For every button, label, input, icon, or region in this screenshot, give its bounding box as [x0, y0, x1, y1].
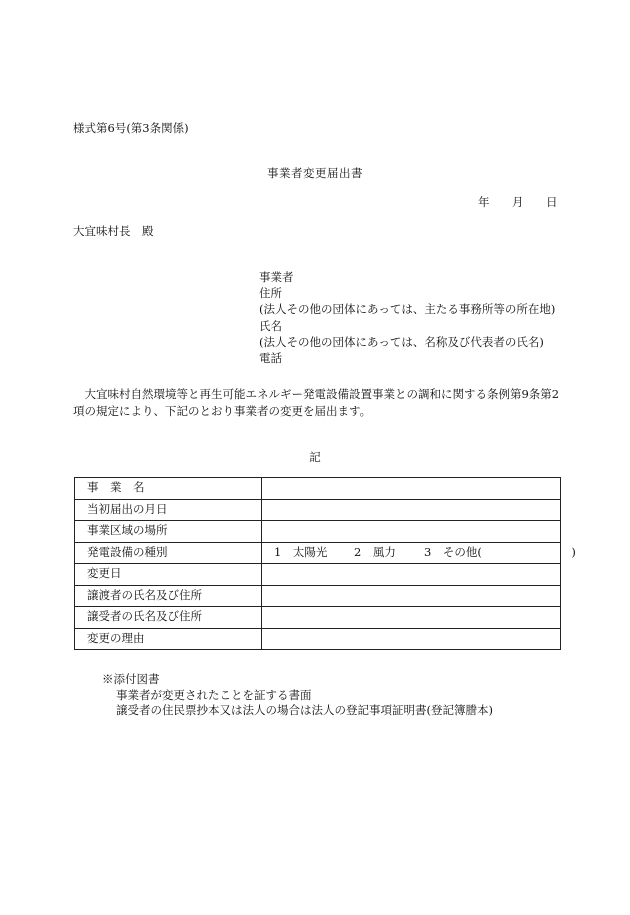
row-label-change-date: 変更日: [75, 564, 262, 586]
row-label-transferee: 譲受者の氏名及び住所: [75, 607, 262, 629]
table-row: [75, 542, 561, 564]
attachment-item: 事業者が変更されたことを証する書面: [116, 687, 312, 702]
form-number: 様式第6号(第3条関係): [73, 121, 189, 135]
row-label-equipment-type: 発電設備の種別: [75, 542, 262, 564]
applicant-name-note: (法人その他の団体にあっては、名称及び代表者の氏名): [259, 334, 544, 349]
table-row: [75, 607, 561, 629]
value-transferee[interactable]: [262, 607, 561, 629]
value-reason[interactable]: [262, 628, 561, 650]
table-row: [75, 521, 561, 543]
attachments-heading: ※添付図書: [102, 672, 160, 686]
addressee: 大宜味村長 殿: [73, 224, 154, 238]
applicant-address-label: 住所: [259, 286, 282, 301]
row-label-transferor: 譲渡者の氏名及び住所: [75, 585, 262, 607]
option-other-close: ): [571, 544, 576, 559]
value-equipment-type[interactable]: [262, 542, 576, 564]
applicant-name-label: 氏名: [259, 318, 282, 333]
table-row: [75, 585, 561, 607]
body-paragraph: 大宜味村自然環境等と再生可能エネルギー発電設備設置事業との調和に関する条例第9条第2項の規定により、下記のとおり事業者の変更を届出ます。: [73, 387, 560, 418]
row-label-project-area: 事業区域の場所: [75, 521, 262, 543]
ki-heading: 記: [309, 450, 321, 464]
value-project-area[interactable]: [262, 521, 561, 543]
value-initial-date[interactable]: [262, 499, 561, 521]
date-day: 日: [546, 195, 558, 209]
applicant-block: [259, 270, 555, 367]
date-month: 月: [512, 195, 524, 209]
table-row: [75, 628, 561, 650]
table-row: [75, 564, 561, 586]
value-transferor[interactable]: [262, 585, 561, 607]
notification-table: [74, 477, 576, 650]
option-other[interactable]: 3 その他(: [424, 544, 482, 559]
table-row: [75, 499, 561, 521]
option-wind[interactable]: 2 風力: [354, 544, 396, 559]
date-year: 年: [478, 195, 490, 209]
applicant-address-note: (法人その他の団体にあっては、主たる事務所等の所在地): [259, 302, 556, 317]
option-solar[interactable]: 1 太陽光: [274, 544, 328, 559]
attachment-item: 譲受者の住民票抄本又は法人の場合は法人の登記事項証明書(登記簿謄本): [116, 703, 493, 718]
attachments-block: [102, 672, 493, 719]
applicant-phone-label: 電話: [259, 350, 282, 365]
document-title: 事業者変更届出書: [267, 166, 363, 180]
date-line: [478, 195, 566, 211]
row-label-project-name: 事 業 名: [75, 478, 262, 500]
row-label-initial-date: 当初届出の月日: [75, 499, 262, 521]
table-row: [75, 478, 561, 500]
applicant-heading: 事業者: [259, 270, 294, 284]
value-project-name[interactable]: [262, 478, 561, 500]
value-change-date[interactable]: [262, 564, 561, 586]
row-label-reason: 変更の理由: [75, 628, 262, 650]
